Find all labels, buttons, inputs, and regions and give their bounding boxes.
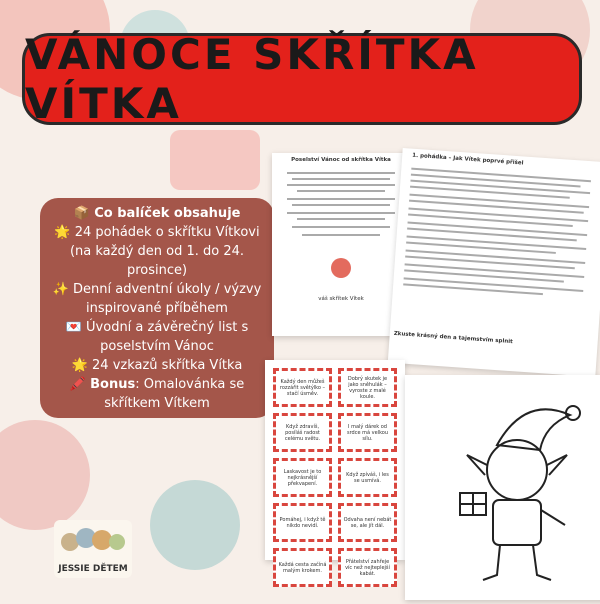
- love-letter-icon: 💌: [65, 320, 82, 335]
- letter-body-lines: [272, 168, 410, 288]
- package-contents-box: [40, 198, 274, 418]
- letter-title: Poselství Vánoc od skřítka Vítka: [291, 157, 391, 163]
- note-card: Každý den můžeš rozzářit světýlko – stačí úsměv.: [273, 368, 332, 407]
- star-icon: 🌟: [54, 225, 71, 240]
- package-heading: [48, 204, 266, 223]
- elf-ear-right: [547, 455, 567, 475]
- brand-logo: [54, 520, 132, 578]
- package-bonus: [48, 375, 266, 413]
- crayon-icon: 🖍️: [69, 377, 86, 392]
- sparkles-icon: ✨: [52, 282, 69, 297]
- note-card: Pomáhej, i když tě nikdo nevidí.: [273, 503, 332, 542]
- package-heading-text: Co balíček obsahuje: [94, 206, 241, 221]
- package-item-text: 24 pohádek o skřítku Vítkovi (na každý den od 1. do 24. prosince): [69, 225, 260, 278]
- star-icon: 🌟: [71, 358, 88, 373]
- letter-sheet-preview: [272, 153, 410, 336]
- elf-head-outline: [487, 440, 547, 500]
- cards-grid: [265, 360, 405, 595]
- title-banner: [22, 30, 582, 128]
- package-icon: 📦: [73, 206, 90, 221]
- elf-coloring-illustration: [405, 375, 600, 600]
- elf-body-outline: [493, 500, 541, 545]
- animals-logo-icon: [54, 520, 132, 558]
- bonus-text: : Omalovánka se skřítkem Vítkem: [104, 377, 245, 411]
- ornament-shape: [170, 130, 260, 190]
- story-body-lines: [391, 163, 600, 337]
- cards-sheet-preview: [265, 360, 405, 577]
- elf-legs-outline: [483, 545, 551, 580]
- elf-arm-outline: [541, 510, 565, 525]
- package-item: [48, 223, 266, 280]
- bonus-label: Bonus: [90, 377, 136, 392]
- coloring-page-preview: [405, 375, 600, 600]
- note-card: Když zpíváš, i les se usmívá.: [338, 458, 397, 497]
- package-item: [48, 356, 266, 375]
- package-item: [48, 318, 266, 356]
- letter-sign: váš skřítek Vítek: [318, 296, 364, 302]
- note-card: Když zdravíš, posíláš radost celému světu.: [273, 413, 332, 452]
- note-card: Laskavost je to nejkrásnější překvapení.: [273, 458, 332, 497]
- package-item-text: 24 vzkazů skřítka Vítka: [92, 358, 243, 373]
- gift-ribbon: [460, 493, 486, 515]
- ornament-shape: [150, 480, 240, 570]
- note-card: Přátelství zahřeje víc než nejteplejší kabát.: [338, 548, 397, 587]
- page-title: VÁNOCE SKŘÍTKA VÍTKA: [25, 30, 479, 128]
- elf-icon: [331, 258, 351, 278]
- package-item-text: Úvodní a závěrečný list s poselstvím Vánoc: [86, 320, 249, 354]
- hat-pompom-outline: [566, 406, 580, 420]
- note-card: Dobrý skutek je jako sněhulák – vyroste z malé koule.: [338, 368, 397, 407]
- logo-label: JESSIE DĚTEM: [58, 564, 128, 574]
- elf-ear-left: [467, 455, 487, 475]
- story-title: 1. pohádka – Jak Vítek poprvé přišel: [412, 152, 524, 167]
- note-card: I malý dárek od srdce má velkou sílu.: [338, 413, 397, 452]
- note-card: Odvaha není nebát se, ale jít dál.: [338, 503, 397, 542]
- package-item-text: Denní adventní úkoly / výzvy inspirované příběhem: [73, 282, 262, 316]
- ornament-shape: [0, 420, 90, 530]
- story-footer: Zkuste krásný den a tajemstvím splnit: [393, 330, 513, 346]
- package-item: [48, 280, 266, 318]
- story-sheet-preview: [388, 148, 600, 377]
- note-card: Každá cesta začíná malým krokem.: [273, 548, 332, 587]
